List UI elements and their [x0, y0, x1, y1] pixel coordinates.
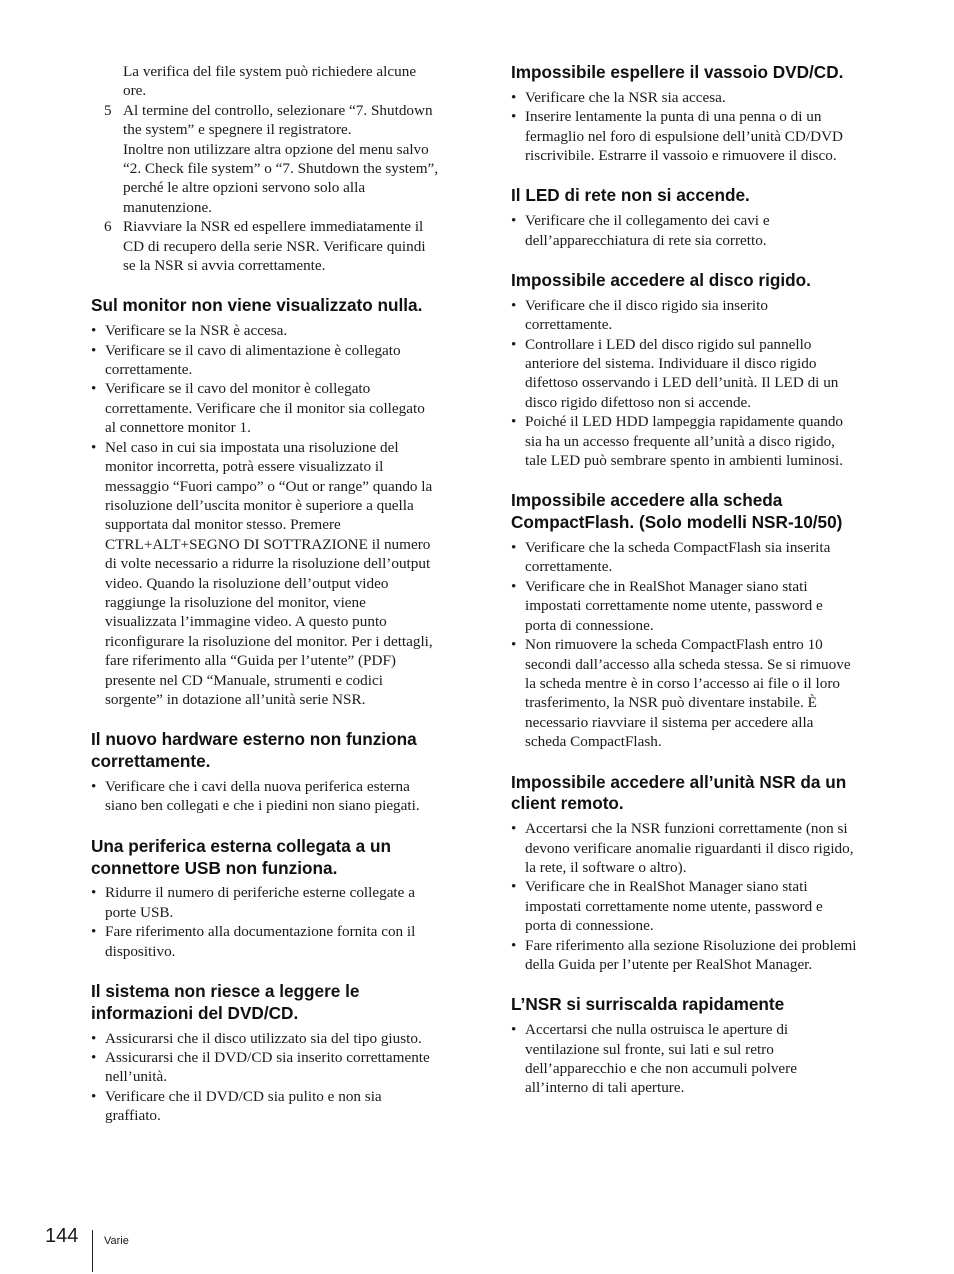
bullet-icon: • — [91, 1029, 97, 1047]
list-item — [511, 107, 891, 165]
list-item-text — [105, 778, 420, 814]
section-heading — [511, 270, 891, 292]
bullet-list — [91, 777, 467, 816]
text-line: difettoso osservando i LED dell’unità. Il LED di un — [525, 374, 839, 392]
text-line: siano ben collegati e che i piedini non siano piegati. — [105, 797, 420, 815]
text-line: Fare riferimento alla documentazione fornita con il — [105, 923, 416, 941]
section-heading — [511, 994, 891, 1016]
text-line: connettore USB non funziona. — [91, 857, 338, 878]
bullet-icon: • — [91, 438, 97, 456]
text-line: Verificare che la scheda CompactFlash sia inserita — [525, 539, 831, 557]
bullet-list — [511, 819, 891, 974]
list-item-text — [105, 1030, 422, 1047]
bullet-list — [511, 538, 891, 751]
text-line: sia ha un accesso frequente all’unità a disco rigido, — [525, 432, 835, 450]
text-line: Impossibile accedere alla scheda — [511, 490, 783, 511]
intro-paragraph — [91, 62, 467, 101]
list-item-text — [105, 380, 425, 436]
text-line: Verificare che la NSR sia accesa. — [525, 88, 726, 106]
list-item — [91, 1048, 467, 1087]
bullet-icon: • — [511, 296, 517, 314]
text-line: anteriore del sistema. Individuare il disco rigido — [525, 355, 817, 373]
bullet-icon: • — [511, 539, 517, 557]
text-line: risoluzione dell’uscita monitor è superiore a quella — [105, 496, 414, 514]
text-line: Verificare che il collegamento dei cavi e — [525, 212, 770, 230]
text-line: Verificare se il cavo del monitor è collegato — [105, 380, 371, 398]
list-item-text — [105, 439, 433, 708]
text-line: Il nuovo hardware esterno non funziona — [91, 729, 417, 750]
text-line: CTRL+ALT+SEGNO DI SOTTRAZIONE il numero — [105, 535, 431, 553]
text-line: Verificare se il cavo di alimentazione è collegato — [105, 341, 401, 359]
text-line: the system” e spegnere il registratore. — [123, 121, 352, 139]
bullet-icon: • — [511, 212, 517, 230]
section-heading — [511, 772, 891, 816]
text-line: devono verificare anomalie riguardanti il disco rigido, — [525, 839, 854, 857]
page-number: 144 — [45, 1225, 79, 1247]
list-item — [511, 577, 891, 635]
text-line: correttamente. — [91, 751, 211, 772]
list-item — [511, 335, 891, 413]
text-line: Inserire lentamente la punta di una penna o di un — [525, 108, 822, 126]
text-line: Poiché il LED HDD lampeggia rapidamente quando — [525, 413, 844, 431]
text-line: fare riferimento alla “Guida per l’utente” (PDF) — [105, 652, 396, 670]
bullet-list — [511, 88, 891, 166]
text-line: CD di recupero della serie NSR. Verificare quindi — [123, 237, 426, 255]
text-line: sorgente” in dotazione all’unità serie NSR. — [105, 690, 366, 708]
list-item-text — [525, 578, 823, 634]
text-line: Nel caso in cui sia impostata una risoluzione del — [105, 438, 399, 456]
list-item — [511, 88, 891, 107]
bullet-list — [91, 1029, 467, 1126]
text-line: Controllare i LED del disco rigido sul pannello — [525, 335, 812, 353]
bullet-icon: • — [91, 1049, 97, 1067]
text-line: porta di connessione. — [525, 917, 654, 935]
text-line: graffiato. — [105, 1107, 161, 1125]
list-item-text — [525, 108, 843, 164]
bullet-list — [511, 296, 891, 471]
list-item — [91, 321, 467, 340]
list-item-text — [105, 923, 415, 959]
list-item-text — [105, 1088, 382, 1124]
list-item-text — [105, 1049, 430, 1085]
list-item — [511, 877, 891, 935]
bullet-icon: • — [91, 884, 97, 902]
text-line: presente nel CD “Manuale, strumenti e codici — [105, 671, 383, 689]
text-line: Accertarsi che nulla ostruisca le aperture di — [525, 1021, 789, 1039]
text-line: Assicurarsi che il DVD/CD sia inserito correttamente — [105, 1049, 430, 1067]
text-line: nell’unità. — [105, 1068, 167, 1086]
text-line: La verifica del file system può richiedere alcune — [123, 63, 417, 80]
list-item-text — [105, 884, 415, 920]
list-item-text — [525, 636, 851, 750]
numbered-step — [91, 217, 467, 275]
text-line: Non rimuovere la scheda CompactFlash entro 10 — [525, 636, 823, 654]
bullet-list — [91, 321, 467, 709]
section-heading — [91, 981, 467, 1025]
text-line: dispositivo. — [105, 942, 176, 960]
list-item-text — [105, 342, 401, 378]
text-line: Assicurarsi che il disco utilizzato sia del tipo giusto. — [105, 1029, 422, 1047]
text-line: scheda CompactFlash. — [525, 733, 662, 751]
text-line: Una periferica esterna collegata a un — [91, 835, 391, 856]
text-line: Verificare che il disco rigido sia inserito — [525, 296, 768, 314]
list-item-text — [525, 1021, 797, 1096]
section-heading — [511, 490, 891, 534]
text-line: porta di connessione. — [525, 616, 654, 634]
bullet-list — [511, 211, 891, 250]
text-line: Verificare che in RealShot Manager siano stati — [525, 878, 808, 896]
list-item-text — [525, 820, 854, 876]
text-line: monitor incorretta, potrà essere visualizzato il — [105, 458, 384, 476]
list-item — [91, 379, 467, 437]
list-item-text — [525, 878, 823, 934]
text-line: CompactFlash. (Solo modelli NSR-10/50) — [511, 512, 843, 533]
bullet-icon: • — [511, 878, 517, 896]
text-line: L’NSR si surriscalda rapidamente — [511, 994, 785, 1015]
list-item — [511, 635, 891, 751]
list-item — [91, 1029, 467, 1048]
text-line: impostati correttamente nome utente, password e — [525, 597, 823, 615]
list-item — [91, 1087, 467, 1126]
bullet-icon: • — [511, 636, 517, 654]
text-line: video. Quando la risoluzione dell’output video — [105, 574, 389, 592]
bullet-icon: • — [91, 341, 97, 359]
text-line: Il LED di rete non si accende. — [511, 185, 750, 206]
list-item — [91, 883, 467, 922]
text-line: Riavviare la NSR ed espellere immediatamente il — [123, 218, 424, 236]
text-line: Impossibile accedere all’unità NSR da un — [511, 771, 847, 792]
footer-section-label: Varie — [104, 1235, 129, 1247]
text-line: secondi dall’accesso alla scheda stessa. Se si rimuove — [525, 655, 851, 673]
text-line: ore. — [123, 82, 147, 100]
section-heading — [511, 185, 891, 207]
list-item-text — [525, 937, 857, 973]
section-heading — [91, 729, 467, 773]
text-line: Al termine del controllo, selezionare “7. Shutdown — [123, 101, 433, 119]
text-line: Verificare che i cavi della nuova periferica esterna — [105, 777, 410, 795]
text-line: supportata dal monitor stesso. Premere — [105, 516, 341, 534]
bullet-icon: • — [511, 108, 517, 126]
right-column — [511, 62, 891, 1098]
bullet-icon: • — [91, 777, 97, 795]
bullet-icon: • — [511, 577, 517, 595]
list-item — [91, 777, 467, 816]
text-line: dell’apparecchiatura di rete sia corretto. — [525, 231, 767, 249]
list-item-text — [525, 539, 830, 575]
step-text — [123, 217, 467, 275]
bullet-icon: • — [511, 1021, 517, 1039]
step-number: 6 — [104, 218, 112, 236]
text-line: correttamente. — [525, 316, 613, 334]
text-line: di volte necessario a ridurre la risoluzione dell’output — [105, 555, 431, 573]
list-item — [511, 211, 891, 250]
section-heading — [91, 836, 467, 880]
list-item — [91, 438, 467, 710]
text-line: Ridurre il numero di periferiche esterne collegate a — [105, 884, 415, 902]
section-heading — [511, 62, 891, 84]
bullet-icon: • — [511, 88, 517, 106]
left-column — [91, 62, 467, 1126]
text-line: informazioni del DVD/CD. — [91, 1002, 299, 1023]
bullet-list — [91, 883, 467, 961]
bullet-icon: • — [91, 380, 97, 398]
text-line: al connettore monitor 1. — [105, 419, 251, 437]
bullet-list — [511, 1020, 891, 1098]
list-item-text — [525, 89, 726, 106]
list-item — [511, 819, 891, 877]
text-line: perché le altre opzioni servono solo alla — [123, 179, 366, 197]
footer-divider — [92, 1230, 93, 1272]
text-line: Impossibile accedere al disco rigido. — [511, 270, 811, 291]
list-item — [511, 936, 891, 975]
numbered-step — [91, 101, 467, 217]
text-line: ventilazione sul fronte, sui lati e sul retro — [525, 1040, 774, 1058]
step-number: 5 — [104, 101, 112, 119]
bullet-icon: • — [511, 413, 517, 431]
text-line: riconfigurare la risoluzione del monitor. Per i dettagli, — [105, 632, 433, 650]
text-line: impostati correttamente nome utente, password e — [525, 897, 823, 915]
text-line: visualizzata l’immagine video. A questo punto — [105, 613, 387, 631]
text-line: dell’apparecchio e che non accumuli polvere — [525, 1060, 797, 1077]
text-line: Verificare se la NSR è accesa. — [105, 322, 288, 340]
text-line: trasferimento, la NSR può diventare instabile. È — [525, 694, 817, 712]
list-item — [511, 412, 891, 470]
text-line: Verificare che in RealShot Manager siano stati — [525, 577, 808, 595]
text-line: fermaglio nel foro di espulsione dell’unità CD/DVD — [525, 127, 844, 145]
text-line: Impossibile espellere il vassoio DVD/CD. — [511, 62, 844, 82]
bullet-icon: • — [91, 1087, 97, 1105]
text-line: tale LED può sembrare spento in ambienti luminosi. — [525, 452, 844, 470]
section-heading — [91, 295, 467, 317]
text-line: Inoltre non utilizzare altra opzione del menu salvo — [123, 140, 429, 158]
text-line: manutenzione. — [123, 198, 212, 216]
text-line: porte USB. — [105, 903, 174, 921]
list-item — [511, 1020, 891, 1098]
text-line: Sul monitor non viene visualizzato nulla. — [91, 295, 423, 316]
step-text — [123, 101, 467, 217]
list-item — [91, 341, 467, 380]
text-line: se la NSR si avvia correttamente. — [123, 257, 326, 275]
text-line: Il sistema non riesce a leggere le — [91, 981, 360, 1002]
list-item — [511, 296, 891, 335]
text-line: correttamente. Verificare che il monitor sia collegato — [105, 399, 425, 417]
list-item-text — [525, 297, 768, 333]
text-line: raggiunge la risoluzione del monitor, viene — [105, 593, 366, 611]
text-line: riscrivibile. Estrarre il vassoio e rimuovere il disco. — [525, 147, 837, 165]
text-line: all’interno di tali aperture. — [525, 1079, 685, 1097]
text-line: Verificare che il DVD/CD sia pulito e non sia — [105, 1087, 382, 1105]
list-item-text — [525, 212, 770, 248]
text-line: correttamente. — [525, 558, 613, 576]
text-line: della Guida per l’utente per RealShot Manager. — [525, 955, 813, 973]
text-line: disco rigido difettoso non si accende. — [525, 393, 752, 411]
text-line: la scheda mentre è in corso l’accesso ai file o il loro — [525, 674, 841, 692]
list-item-text — [105, 322, 287, 339]
bullet-icon: • — [511, 820, 517, 838]
text-line: messaggio “Fuori campo” o “Out or range” quando la — [105, 477, 433, 495]
list-item-text — [525, 413, 843, 469]
text-line: Accertarsi che la NSR funzioni correttamente (non si — [525, 820, 848, 838]
text-line: correttamente. — [105, 361, 193, 379]
text-line: la rete, il software o altro). — [525, 858, 687, 876]
list-item-text — [525, 336, 838, 411]
bullet-icon: • — [91, 923, 97, 941]
text-line: necessario riavviare il sistema per accedere alla — [525, 713, 814, 731]
list-item — [511, 538, 891, 577]
bullet-icon: • — [511, 335, 517, 353]
list-item — [91, 922, 467, 961]
text-line: client remoto. — [511, 793, 624, 814]
text-line: Fare riferimento alla sezione Risoluzione dei problemi — [525, 936, 857, 954]
bullet-icon: • — [91, 322, 97, 340]
bullet-icon: • — [511, 936, 517, 954]
text-line: “2. Check file system” o “7. Shutdown the system”, — [123, 160, 439, 178]
